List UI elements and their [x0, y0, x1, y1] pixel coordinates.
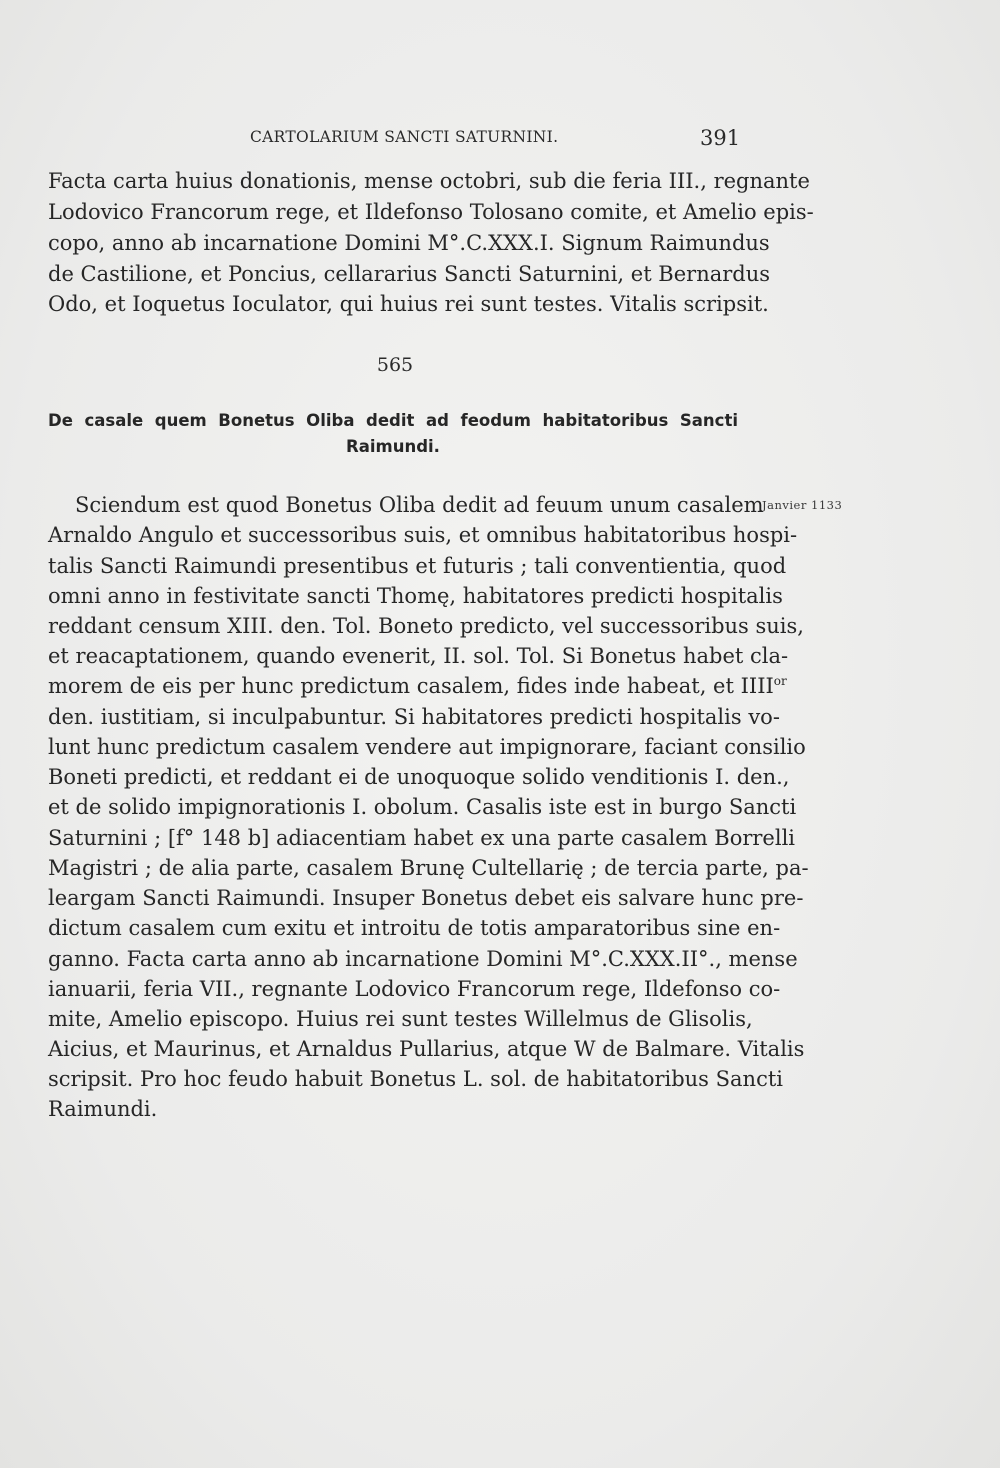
- text-line: Boneti predicti, et reddant ei de unoquoque solido venditionis I. den.,: [48, 765, 790, 789]
- page-number: 391: [700, 126, 741, 150]
- text-line: lunt hunc predictum casalem vendere aut impignorare, faciant consilio: [48, 735, 806, 759]
- text-line: Facta carta huius donationis, mense octobri, sub die feria III., regnante: [48, 169, 810, 193]
- text-line-content: morem de eis per hunc predictum casalem, fides inde habeat, et IIII: [48, 674, 774, 698]
- text-line: Arnaldo Angulo et successoribus suis, et omnibus habitatoribus hospi-: [48, 523, 798, 547]
- text-line: Aicius, et Maurinus, et Arnaldus Pullarius, atque W de Balmare. Vitalis: [48, 1037, 805, 1061]
- text-line: scripsit. Pro hoc feudo habuit Bonetus L. sol. de habitatoribus Sancti: [48, 1067, 783, 1091]
- text-line: et reacaptationem, quando evenerit, II. sol. Tol. Si Bonetus habet cla-: [48, 644, 789, 668]
- text-line: ianuarii, feria VII., regnante Lodovico Francorum rege, Ildefonso co-: [48, 977, 781, 1001]
- margin-date-note: Janvier 1133: [762, 498, 843, 512]
- text-line: leargam Sancti Raimundi. Insuper Bonetus debet eis salvare hunc pre-: [48, 886, 804, 910]
- charter-title-line: Raimundi.: [346, 437, 440, 456]
- text-line: mite, Amelio episcopo. Huius rei sunt testes Willelmus de Glisolis,: [48, 1007, 753, 1031]
- text-line: copo, anno ab incarnatione Domini M°.C.XXX.I. Signum Raimundus: [48, 231, 770, 255]
- charter-title-line: De casale quem Bonetus Oliba dedit ad feodum habitatoribus Sancti: [48, 411, 738, 430]
- charter-number: 565: [376, 354, 414, 376]
- text-line: Lodovico Francorum rege, et Ildefonso Tolosano comite, et Amelio epis-: [48, 200, 814, 224]
- running-title: CARTOLARIUM SANCTI SATURNINI.: [250, 128, 559, 146]
- text-line: Magistri ; de alia parte, casalem Brunę Cultellarię ; de tercia parte, pa-: [48, 856, 809, 880]
- text-line: omni anno in festivitate sancti Thomę, habitatores predicti hospitalis: [48, 584, 783, 608]
- superscript-or: or: [773, 674, 787, 688]
- text-line: Sciendum est quod Bonetus Oliba dedit ad feuum unum casalem: [75, 493, 764, 517]
- text-line: et de solido impignorationis I. obolum. Casalis iste est in burgo Sancti: [48, 795, 797, 819]
- text-line: den. iustitiam, si inculpabuntur. Si habitatores predicti hospitalis vo-: [48, 705, 780, 729]
- text-line: reddant censum XIII. den. Tol. Boneto predicto, vel successoribus suis,: [48, 614, 804, 638]
- text-line: dictum casalem cum exitu et introitu de totis amparatoribus sine en-: [48, 916, 781, 940]
- text-line: Odo, et Ioquetus Ioculator, qui huius rei sunt testes. Vitalis scripsit.: [48, 292, 769, 316]
- text-line: Raimundi.: [48, 1097, 158, 1121]
- text-line: [48, 671, 787, 701]
- text-line: talis Sancti Raimundi presentibus et futuris ; tali conventientia, quod: [48, 554, 787, 578]
- text-line: de Castilione, et Poncius, cellararius Sancti Saturnini, et Bernardus: [48, 262, 771, 286]
- text-line: Saturnini ; [f° 148 b] adiacentiam habet ex una parte casalem Borrelli: [48, 826, 796, 850]
- text-line: ganno. Facta carta anno ab incarnatione Domini M°.C.XXX.II°., mense: [48, 947, 798, 971]
